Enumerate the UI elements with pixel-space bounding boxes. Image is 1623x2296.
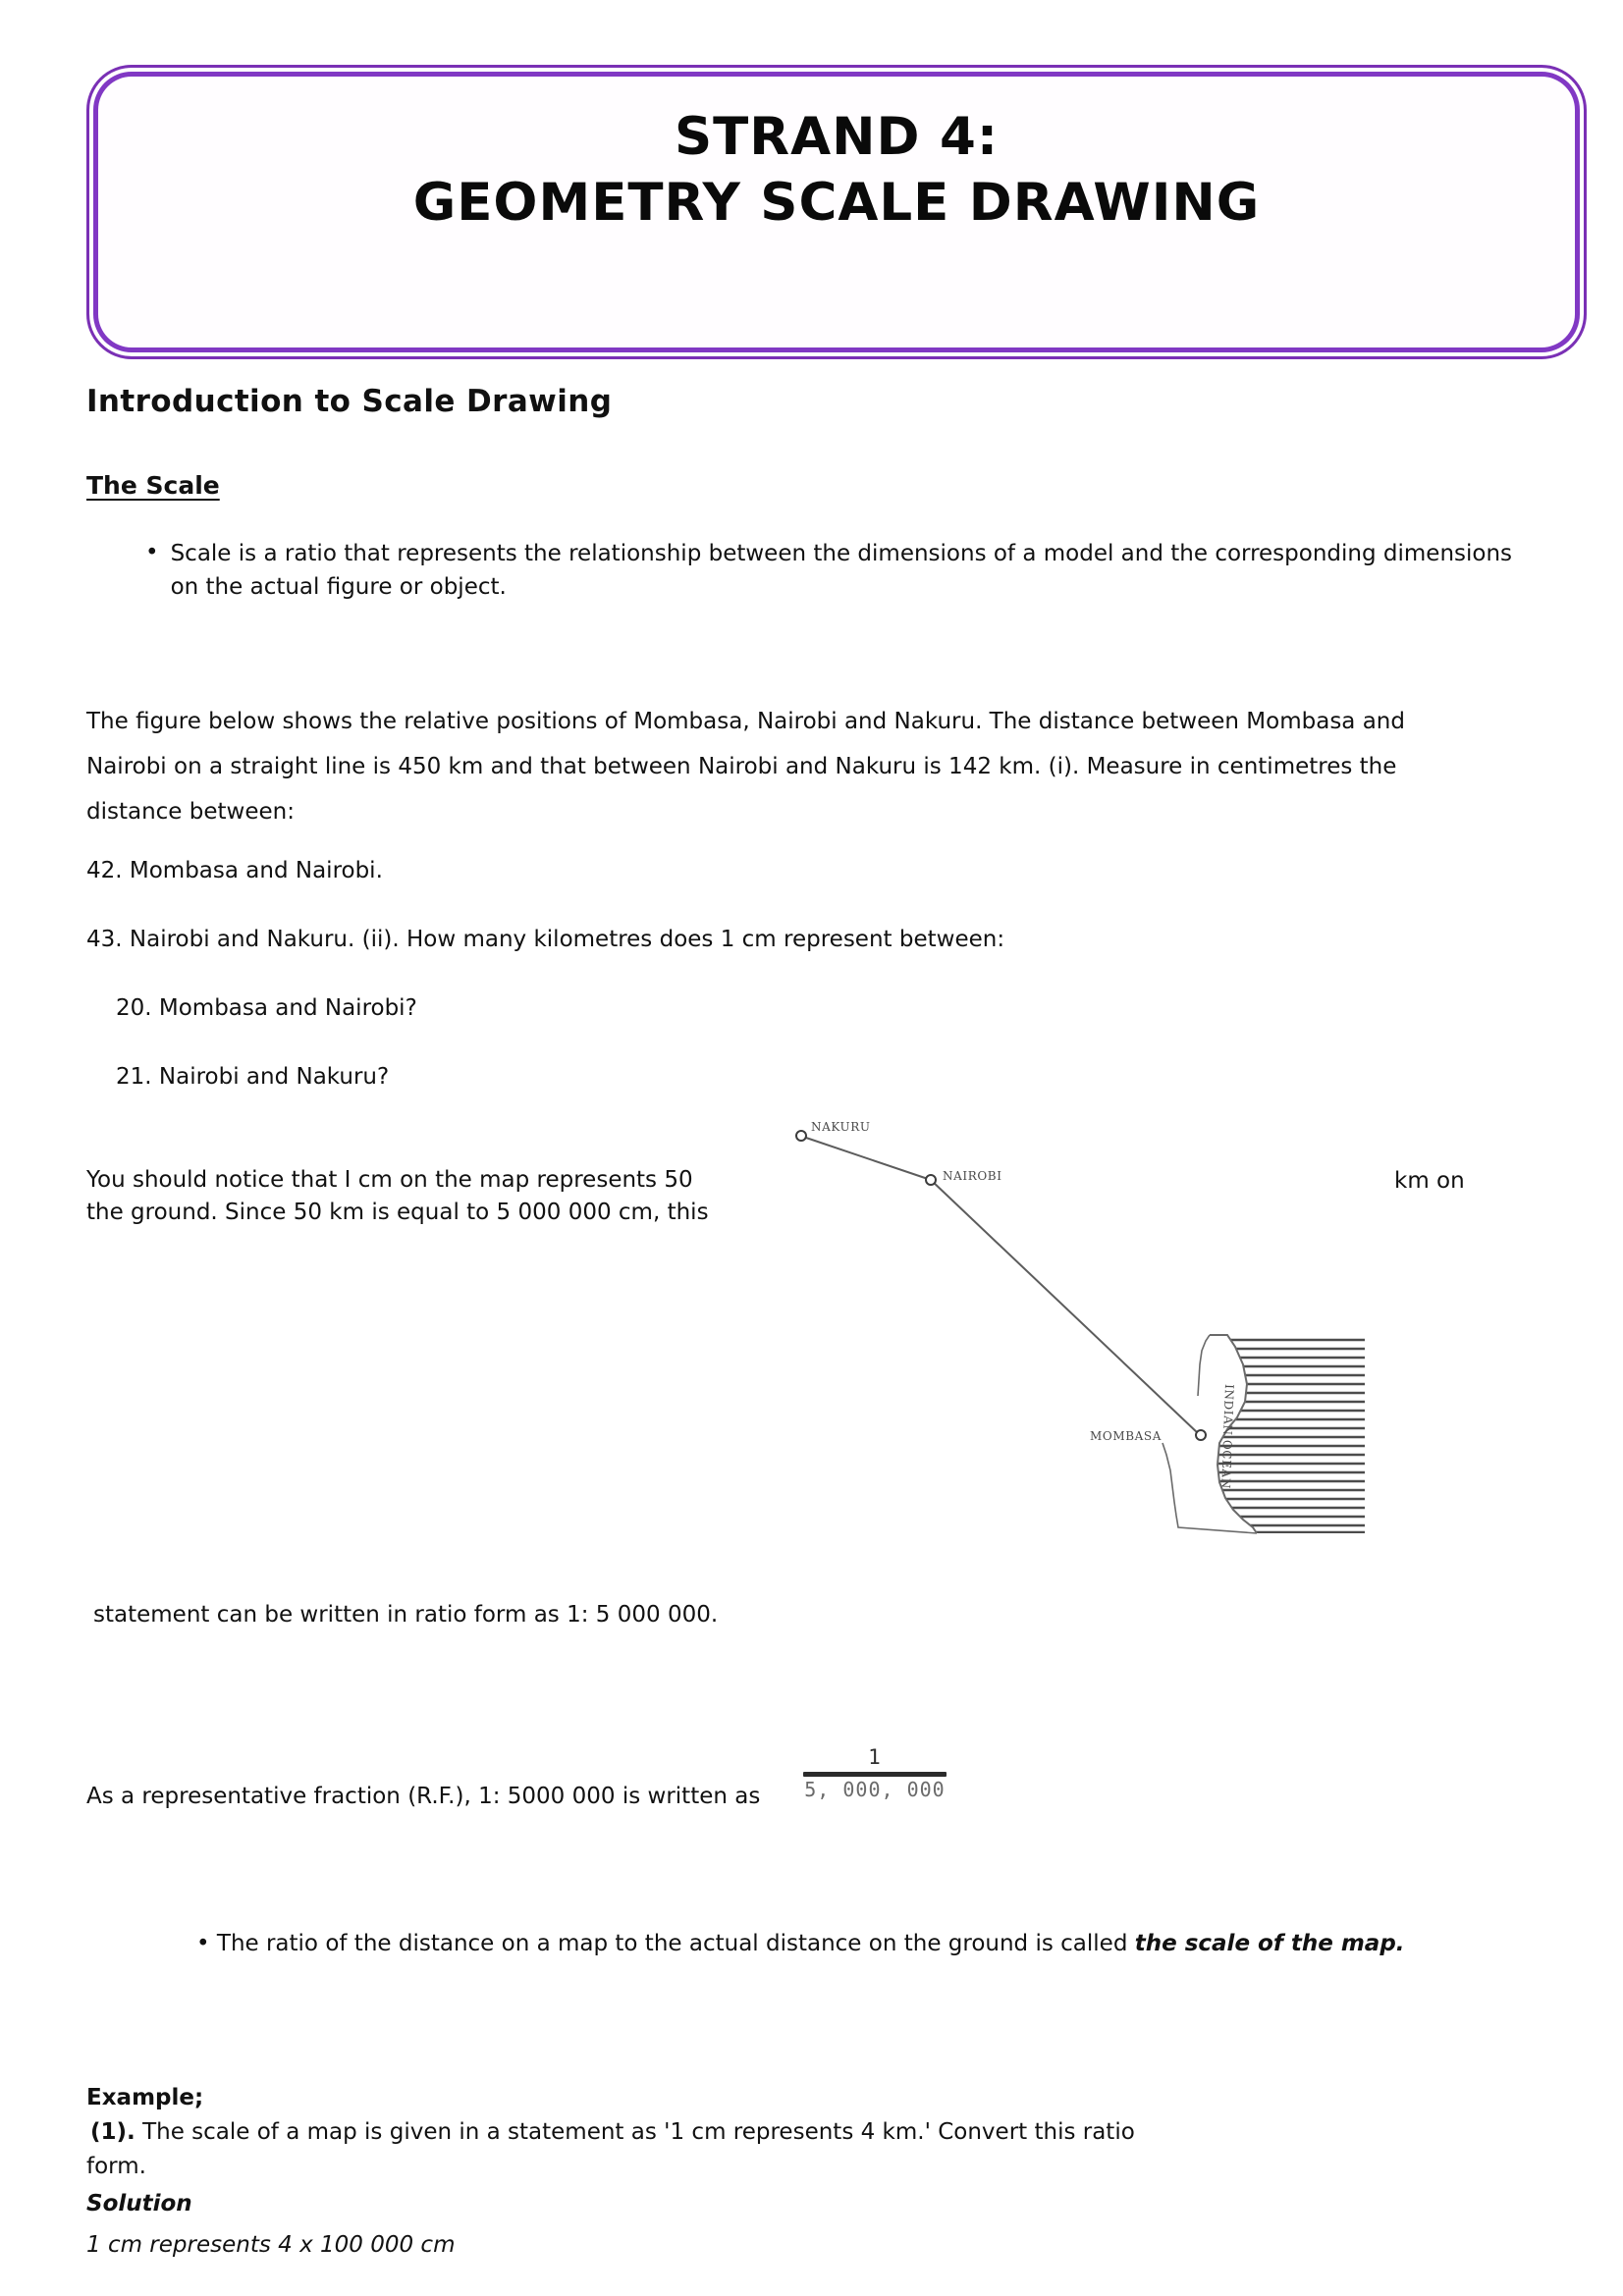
solution-heading: Solution <box>86 2191 192 2216</box>
title-banner <box>86 65 1587 359</box>
map-label-indian-ocean: INDIAN OCEAN <box>1218 1383 1236 1490</box>
bullet-text-emphasis: the scale of the map. <box>1134 1931 1405 1956</box>
bullet-dot-icon: • <box>145 540 159 565</box>
bullet-dot-icon-2: • <box>196 1931 210 1956</box>
map-label-nairobi: NAIROBI <box>943 1169 1002 1183</box>
map-label-mombasa: MOMBASA <box>1090 1429 1162 1443</box>
ocean-hatching <box>1159 1340 1365 1532</box>
representative-fraction-line: As a representative fraction (R.F.), 1: 5000 000 is written as <box>86 1784 761 1809</box>
fraction-numerator: 1 <box>868 1745 882 1769</box>
floating-text-km-on: km on <box>1394 1168 1465 1194</box>
fraction-denominator: 5, 000, 000 <box>804 1778 946 1801</box>
question-item-42: 42. Mombasa and Nairobi. <box>86 858 383 883</box>
example-question-continuation: form. <box>86 2154 146 2179</box>
example-question-1 <box>90 2117 1269 2149</box>
coastline-path-upper <box>1198 1335 1210 1396</box>
example-heading: Example; <box>86 2085 204 2110</box>
paragraph-figure-description: The figure below shows the relative positions of Mombasa, Nairobi and Nakuru. The distance between Mombasa and Nairobi on a straight line is 450 km and that between Nairobi and Nakuru is 142 km. (i). Measure in centimetres the distance between: <box>86 709 1405 825</box>
question-item-20: 20. Mombasa and Nairobi? <box>116 995 417 1021</box>
city-marker-nakuru <box>796 1131 806 1141</box>
bullet-scale-definition <box>145 538 1520 604</box>
bullet-text-plain: The ratio of the distance on a map to the actual distance on the ground is called <box>216 1931 1135 1956</box>
example-question-text: The scale of a map is given in a statement as '1 cm represents 4 km.' Convert this ratio <box>135 2119 1135 2145</box>
subsection-heading-the-scale: The Scale <box>86 471 220 500</box>
example-number: (1). <box>90 2119 135 2145</box>
route-nakuru-nairobi <box>803 1137 931 1180</box>
solution-line-1: 1 cm represents 4 x 100 000 cm <box>86 2232 456 2258</box>
bullet-scale-of-the-map-text <box>217 1931 1405 1956</box>
question-item-43: 43. Nairobi and Nakuru. (ii). How many kilometres does 1 cm represent between: <box>86 927 1005 952</box>
city-marker-mombasa <box>1196 1430 1206 1440</box>
city-marker-nairobi <box>926 1175 936 1185</box>
route-nairobi-mombasa <box>931 1180 1198 1433</box>
map-figure-kenya-cities <box>766 1090 1384 1551</box>
paragraph-notice: You should notice that I cm on the map represents 50 the ground. Since 50 km is equal to 5 000 000 cm, this <box>86 1167 709 1225</box>
page-title-line-1: STRAND 4: <box>674 107 1000 167</box>
page-title-line-2: GEOMETRY SCALE DRAWING <box>412 172 1261 233</box>
bullet-scale-definition-text: Scale is a ratio that represents the relationship between the dimensions of a model and the corresponding dimensions on the actual figure or object. <box>170 541 1513 600</box>
question-item-21: 21. Nairobi and Nakuru? <box>116 1064 390 1090</box>
fraction-graphic-one-over-five-million <box>803 1747 947 1799</box>
statement-ratio-form: statement can be written in ratio form as 1: 5 000 000. <box>93 1602 719 1628</box>
bullet-scale-of-the-map <box>196 1928 1561 1961</box>
title-banner-text <box>89 105 1584 237</box>
fraction-bar <box>803 1772 947 1777</box>
map-label-nakuru: NAKURU <box>811 1120 871 1134</box>
section-heading-introduction: Introduction to Scale Drawing <box>86 384 613 419</box>
